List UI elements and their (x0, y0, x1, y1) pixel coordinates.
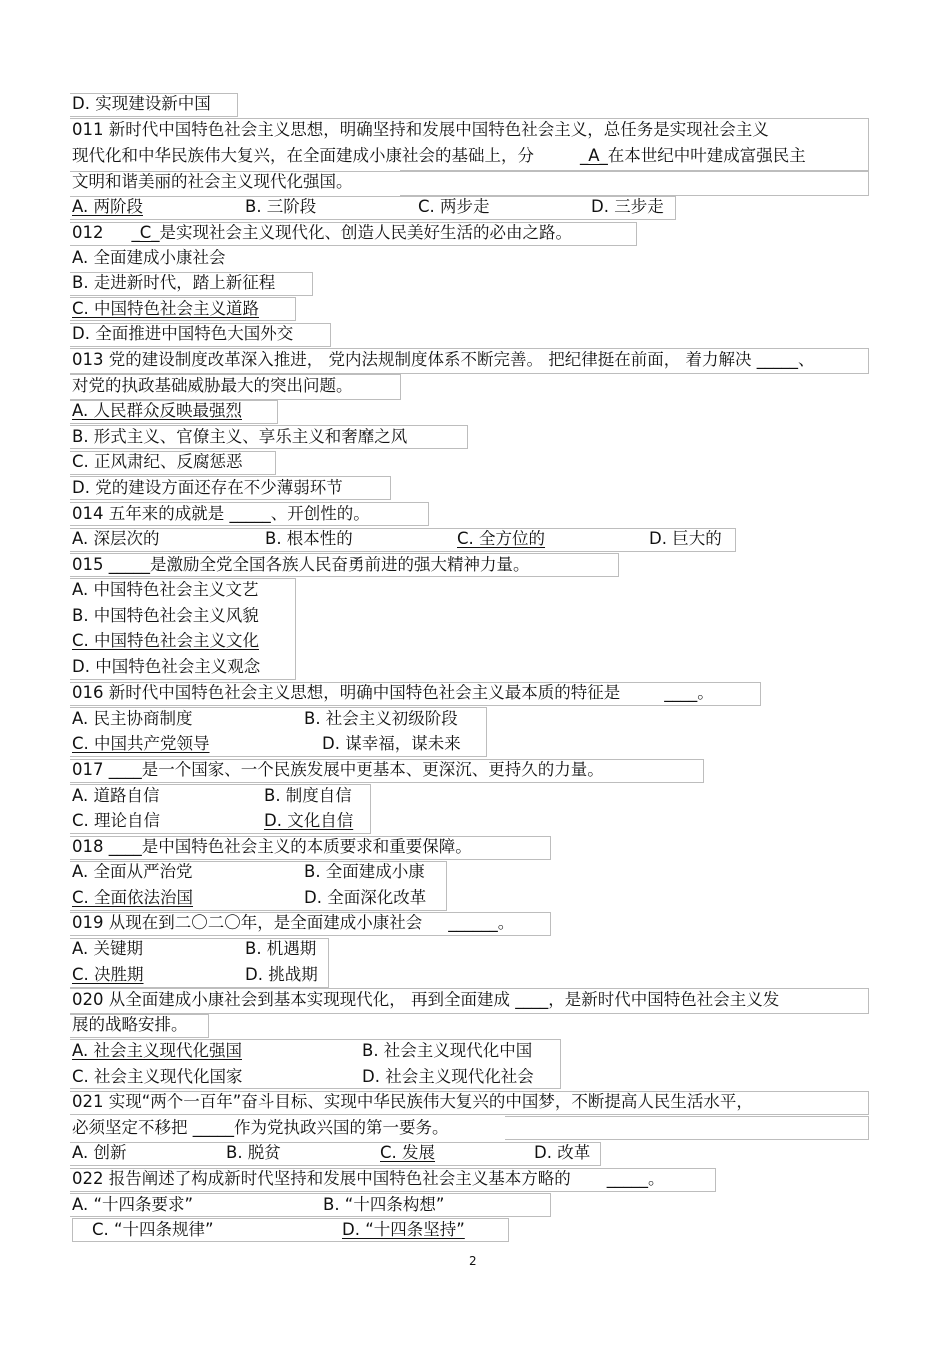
text-frame (70, 1142, 601, 1166)
option-a: A. 深层次的 (72, 529, 160, 548)
option-c: C. 正风肃纪、反腐惩恶 (72, 452, 243, 471)
option-c: C. 发展 (380, 1143, 436, 1162)
option-c: C. 中国共产党领导 (72, 734, 210, 753)
option-b: B. 根本性的 (265, 529, 353, 548)
text-frame (400, 170, 869, 196)
option-b: B. 制度自信 (264, 786, 352, 805)
answer-mark: _A_ (580, 146, 608, 165)
option-d: D. 文化自信 (264, 811, 354, 830)
option-d: D. 全面推进中国特色大国外交 (72, 324, 294, 343)
question-020-line2: 展的战略安排。 (72, 1015, 188, 1034)
question-022 (72, 1168, 665, 1190)
answer-blank: ______。 (448, 913, 515, 932)
option-a: A. 民主协商制度 (72, 709, 193, 728)
option-a: A. 中国特色社会主义文艺 (72, 580, 259, 599)
option-d-prev: D. 实现建设新中国 (72, 94, 211, 113)
question-017: 017 ____是一个国家、一个民族发展中更基本、更深沉、更持久的力量。 (72, 760, 604, 779)
option-a: A. 两阶段 (72, 197, 143, 216)
option-a: A. 社会主义现代化强国 (72, 1041, 242, 1060)
question-011-line2 (72, 145, 806, 167)
option-b: B. 社会主义现代化中国 (362, 1041, 533, 1060)
option-a: A. 关键期 (72, 939, 143, 958)
question-019 (72, 912, 514, 934)
option-b: B. 形式主义、官僚主义、享乐主义和奢靡之风 (72, 427, 408, 446)
option-d: D. 谋幸福，谋未来 (322, 734, 461, 753)
question-013-line1: 013 党的建设制度改革深入推进， 党内法规制度体系不断完善。 把纪律挺在前面， 着力解决 _____、 (72, 350, 815, 369)
answer-blank: _____。 (606, 1169, 665, 1188)
question-019-text: 019 从现在到二〇二〇年，是全面建成小康社会 (72, 913, 423, 932)
option-c: C. 理论自信 (72, 811, 161, 830)
option-b: B. 走进新时代，踏上新征程 (72, 273, 276, 292)
option-c: C. 全方位的 (457, 529, 546, 548)
question-012 (72, 222, 572, 244)
option-d: D. “十四条坚持” (342, 1220, 465, 1239)
option-c: C. “十四条规律” (92, 1220, 214, 1239)
page-number: 2 (469, 1254, 477, 1268)
question-011-text: 现代化和中华民族伟大复兴，在全面建成小康社会的基础上，分 (72, 146, 534, 165)
option-c: C. 全面依法治国 (72, 888, 194, 907)
question-015: 015 _____是激励全党全国各族人民奋勇前进的强大精神力量。 (72, 555, 530, 574)
answer-mark: _C_ (131, 223, 160, 242)
option-b: B. 社会主义初级阶段 (304, 709, 458, 728)
option-b: B. 机遇期 (245, 939, 317, 958)
text-frame (70, 528, 736, 552)
option-c: C. 中国特色社会主义文化 (72, 631, 260, 650)
option-b: B. 全面建成小康 (304, 862, 425, 881)
question-013-line2: 对党的执政基础威胁最大的突出问题。 (72, 376, 353, 395)
option-d: D. 改革 (534, 1143, 591, 1162)
question-011-tail: 在本世纪中叶建成富强民主 (607, 146, 806, 165)
question-011-line3: 文明和谐美丽的社会主义现代化强国。 (72, 172, 353, 191)
question-020-line1: 020 从全面建成小康社会到基本实现现代化， 再到全面建成 ____，是新时代中国特色社会主义发 (72, 990, 780, 1009)
option-c: C. 社会主义现代化国家 (72, 1067, 243, 1086)
option-d: D. 巨大的 (649, 529, 722, 548)
answer-blank: ____。 (664, 683, 714, 702)
option-b: B. 脱贫 (226, 1143, 281, 1162)
option-a: A. 道路自信 (72, 786, 160, 805)
question-022-text: 022 报告阐述了构成新时代坚持和发展中国特色社会主义基本方略的 (72, 1169, 571, 1188)
option-b: B. 三阶段 (245, 197, 317, 216)
option-c: C. 两步走 (418, 197, 490, 216)
option-d: D. 挑战期 (245, 965, 318, 984)
option-d: D. 党的建设方面还存在不少薄弱环节 (72, 478, 343, 497)
option-a: A. 创新 (72, 1143, 127, 1162)
question-016 (72, 682, 714, 704)
text-frame (70, 196, 676, 220)
question-016-text: 016 新时代中国特色社会主义思想，明确中国特色社会主义最本质的特征是 (72, 683, 621, 702)
question-number: 012 (72, 223, 104, 242)
option-a: A. 全面建成小康社会 (72, 248, 226, 267)
question-021-line2: 必须坚定不移把 _____作为党执政兴国的第一要务。 (72, 1118, 449, 1137)
option-b: B. 中国特色社会主义风貌 (72, 606, 259, 625)
option-d: D. 全面深化改革 (304, 888, 427, 907)
question-011-line1: 011 新时代中国特色社会主义思想，明确坚持和发展中国特色社会主义，总任务是实现社会主义 (72, 120, 769, 139)
option-a: A. 人民群众反映最强烈 (72, 401, 242, 420)
question-014: 014 五年来的成就是 _____、开创性的。 (72, 504, 370, 523)
text-frame (505, 1116, 869, 1140)
option-d: D. 三步走 (591, 197, 664, 216)
question-021-line1: 021 实现“两个一百年”奋斗目标、实现中华民族伟大复兴的中国梦，不断提高人民生活水平， (72, 1092, 753, 1111)
option-b: B. “十四条构想” (323, 1195, 445, 1214)
question-012-text: 是实现社会主义现代化、创造人民美好生活的必由之路。 (159, 223, 573, 242)
question-018: 018 ____是中国特色社会主义的本质要求和重要保障。 (72, 837, 472, 856)
option-d: D. 社会主义现代化社会 (362, 1067, 534, 1086)
option-a: A. 全面从严治党 (72, 862, 193, 881)
option-a: A. “十四条要求” (72, 1195, 194, 1214)
option-d: D. 中国特色社会主义观念 (72, 657, 261, 676)
option-c: C. 决胜期 (72, 965, 144, 984)
option-c: C. 中国特色社会主义道路 (72, 299, 260, 318)
